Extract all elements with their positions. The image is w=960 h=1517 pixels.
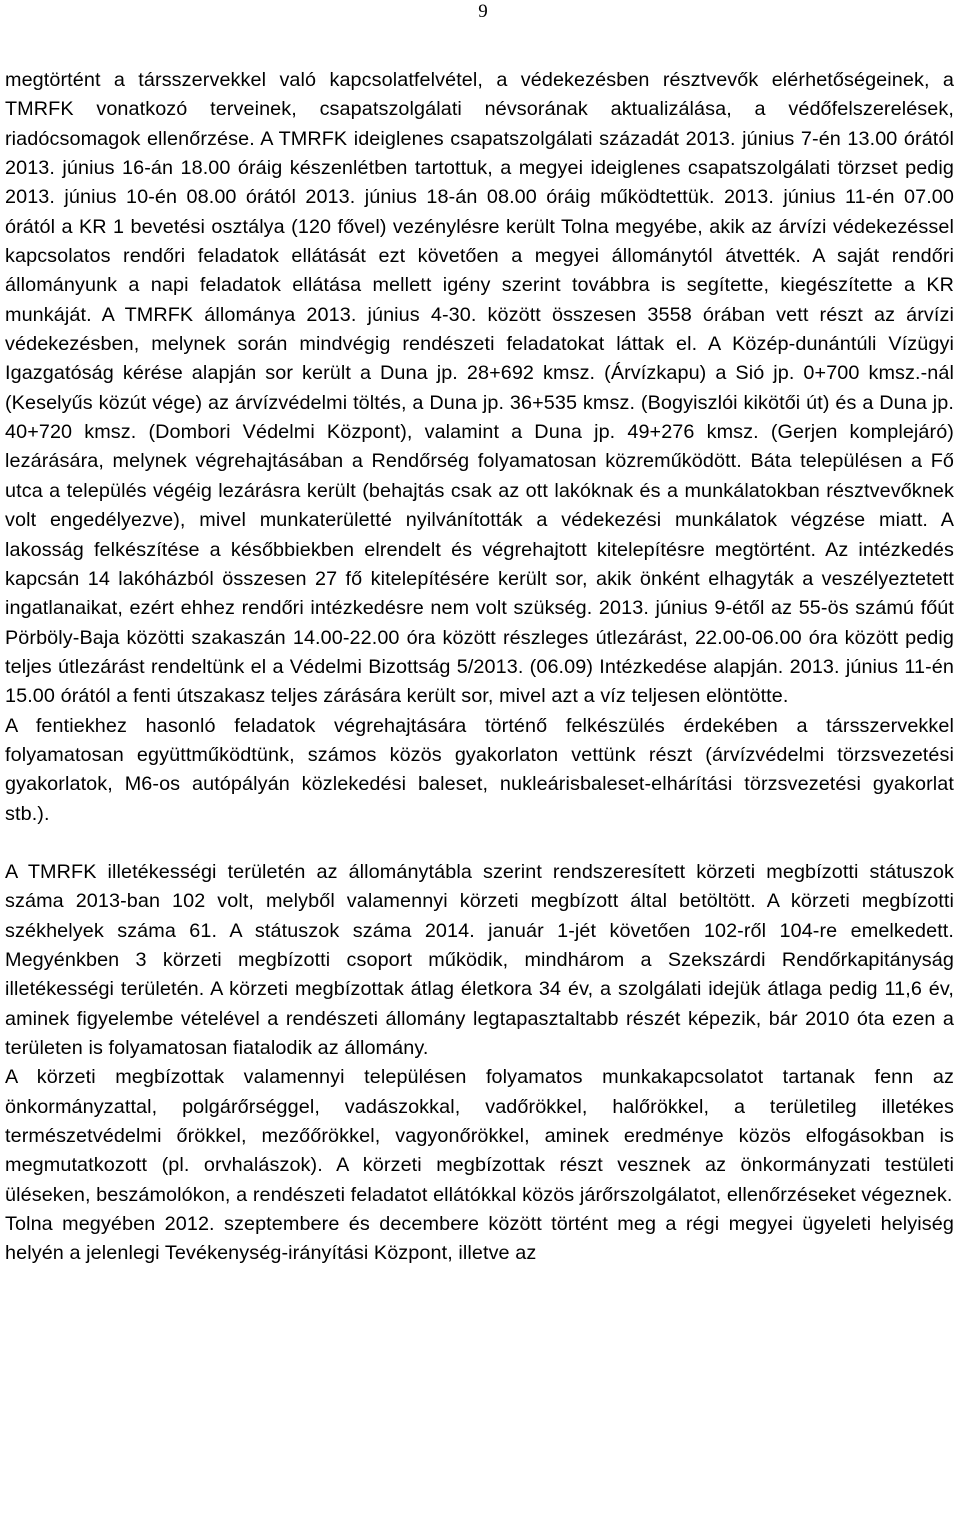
paragraph-joint-exercises: A fentiekhez hasonló feladatok végrehajtására történő felkészülés érdekében a társszervekkel folyamatosan együttműködtünk, számos közös gyakorlaton vettünk részt (árvízvédelmi törzsvezetési gyakorlatok, M6-os autópályán közlekedési baleset, nukleárisbaleset-elhárítási törzsvezetési gyakorlat stb.). xyxy=(5,714,954,825)
paragraph-flood-defense: megtörtént a társszervekkel való kapcsolatfelvétel, a védekezésben résztvevők elérhetőségeinek, a TMRFK vonatkozó terveinek, csapatszolgálati névsorának aktualizálása, a védőfelszerelések, riadócsomagok ellenőrzése. A TMRFK ideiglenes csapatszolgálati századát 2013. június 7-én 13.00 órától 2013. június 16-án 18.00 óráig készenlétben tartottuk, a megyei ideiglenes csapatszolgálati törzset pedig 2013. június 10-én 08.00 órától 2013. június 18-án 08.00 óráig működtettük. 2013. június 11-én 07.00 órától a KR 1 bevetési osztálya (120 fővel) vezénylésre került Tolna megyébe, akik az árvízi védekezéssel kapcsolatos rendőri feladatok ellátását ezt követően a megyei állománytól átvették. A saját rendőri állományunk a napi feladatok ellátása mellett igény szerint továbbra is segítette, kiegészítette a KR munkáját. A TMRFK állománya 2013. június 4-30. között összesen 3558 órában vett részt az árvízi védekezésben, melynek során mindvégig rendészeti feladatokat láttak el. A Közép-dunántúli Vízügyi Igazgatóság kérése alapján sor került a Duna jp. 28+692 kmsz. (Árvízkapu) a Sió jp. 0+700 kmsz.-nál (Keselyűs közút vége) az árvízvédelmi töltés, a Duna jp. 36+535 kmsz. (Bogyiszlói kikötői út) és a Duna jp. 40+720 kmsz. (Dombori Védelmi Központ), valamint a Duna jp. 49+276 kmsz. (Gerjen komplejáró) lezárására, melynek végrehajtásában a Rendőrség folyamatosan közreműködött. Báta településen a Fő utca a település végéig lezárásra került (behajtás csak az ott lakóknak és a munkálatokban résztvevőknek volt engedélyezve), mivel munkaterületté nyilvánították a védekezési munkálatok végzése miatt. A lakosság felkészítése a későbbiekben elrendelt és végrehajtott kitelepítésre megtörtént. Az intézkedés kapcsán 14 lakóházból összesen 27 fő kitelepítésére került sor, akik önként elhagyták a veszélyeztetett ingatlanaikat, ezért ehhez rendőri intézkedésre nem volt szükség. 2013. június 9-étől az 55-ös számú főút Pörböly-Baja közötti szakaszán 14.00-22.00 óra között részleges útlezárást, 22.00-06.00 óra között pedig teljes útlezárást rendeltünk el a Védelmi Bizottság 5/2013. (06.09) Intézkedése alapján. 2013. június 11-én 15.00 órától a fenti útszakasz teljes zárására került sor, mivel azt a víz teljesen elöntötte. xyxy=(5,69,954,708)
page-number: 9 xyxy=(478,1,488,22)
paragraph-control-center: Tolna megyében 2012. szeptembere és decembere között történt meg a régi megyei ügyeleti helyiség helyén a jelenlegi Tevékenység-irányítási Központ, illetve az xyxy=(5,1213,954,1265)
paragraph-cooperation: A körzeti megbízottak valamennyi településen folyamatos munkakapcsolatot tartanak fenn az önkormányzattal, polgárőrséggel, vadászokkal, vadőrökkel, halőrökkel, a területileg illetékes természetvédelmi őrökkel, mezőőrökkel, vagyonőrökkel, aminek eredménye közös elfogásokban is megmutatkozott (pl. orvhalászok). A körzeti megbízottak részt vesznek az önkormányzati testületi üléseken, beszámolókon, a rendészeti feladatot ellátókkal közös járőrszolgálatot, ellenőrzéseket végeznek. xyxy=(5,1066,954,1206)
paragraph-spacer xyxy=(5,829,954,858)
document-body xyxy=(5,66,954,1269)
paragraph-district-officers: A TMRFK illetékességi területén az állománytábla szerint rendszeresített körzeti megbízotti státuszok száma 2013-ban 102 volt, melyből valamennyi körzeti megbízott által betöltött. A körzeti megbízotti székhelyek száma 61. A státuszok száma 2014. január 1-jét követően 102-ről 104-re emelkedett. Megyénkben 3 körzeti megbízotti csoport működik, mindhárom a Szekszárdi Rendőrkapitányság illetékességi területén. A körzeti megbízottak átlag életkora 34 év, a szolgálati idejük átlaga pedig 11,6 év, aminek figyelembe vételével a rendészeti állomány legtapasztaltabb részét képezik, bár 2010 óta ezen a területen is folyamatosan fiatalodik az állomány. xyxy=(5,860,954,1059)
